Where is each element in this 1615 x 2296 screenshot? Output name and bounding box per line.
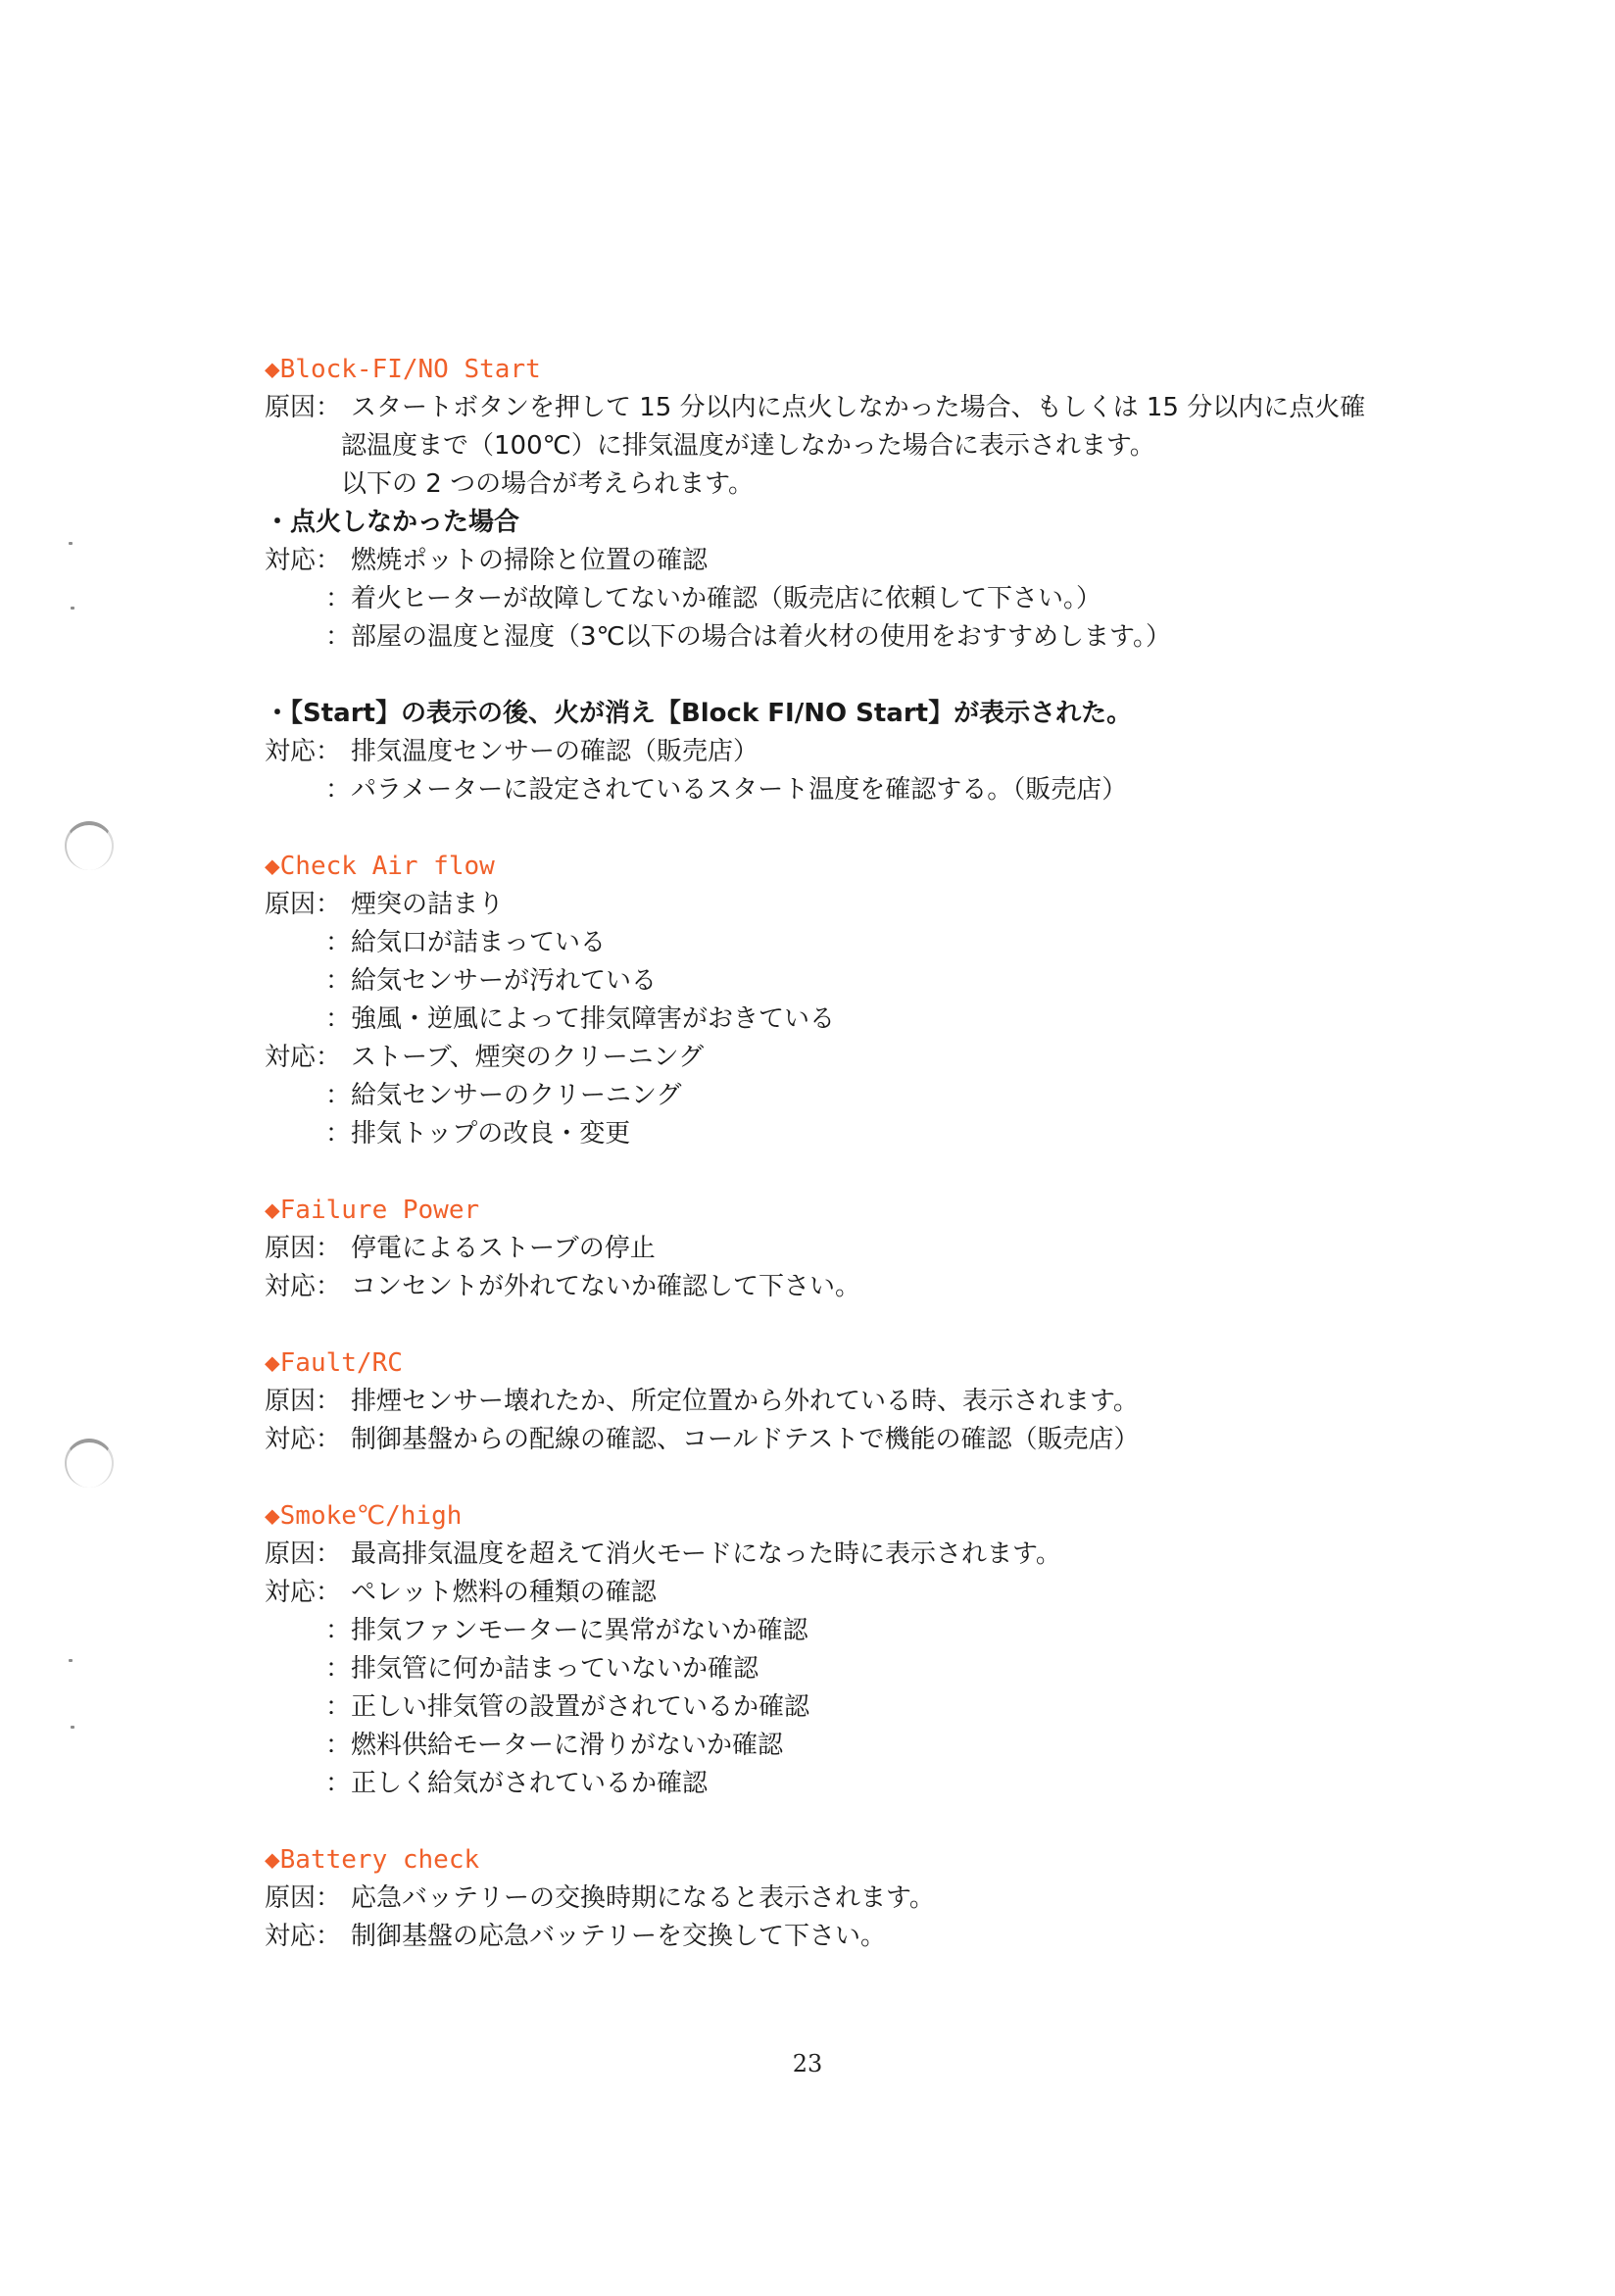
line-text: 煙突の詰まり: [351, 890, 505, 919]
cause-line: [265, 1880, 1401, 1918]
section-title: ◆Battery check: [265, 1845, 480, 1875]
remedy-line: [265, 1077, 1401, 1115]
line-text: 着火ヒーターが故障してないか確認（販売店に依頼して下さい。）: [351, 584, 1101, 613]
line-label: 対応：: [265, 1922, 342, 1951]
line-label: 原因：: [265, 890, 342, 919]
line-label: ：: [325, 1731, 352, 1760]
line-label: 対応：: [265, 1425, 342, 1454]
line-text: スタートボタンを押して 15 分以内に点火しなかった場合、もしくは 15 分以内に点火確: [351, 393, 1366, 422]
scan-speck: [71, 1726, 74, 1729]
line-label: 対応：: [265, 737, 342, 766]
line-text: 強風・逆風によって排気障害がおきている: [351, 1004, 836, 1034]
remedy-line: [265, 1612, 1401, 1650]
line-text: コンセントが外れてないか確認して下さい。: [351, 1272, 861, 1301]
line-text: 給気センサーが汚れている: [351, 966, 658, 996]
line-text: 認温度まで（100℃）に排気温度が達しなかった場合に表示されます。: [341, 431, 1155, 461]
line-text: 応急バッテリーの交換時期になると表示されます。: [351, 1883, 935, 1913]
section-title: ◆Fault/RC: [265, 1348, 403, 1378]
remedy-line: [265, 1727, 1401, 1765]
line-text: 制御基盤からの配線の確認、コールドテストで機能の確認（販売店）: [351, 1425, 1140, 1454]
line-label: ：: [325, 1654, 352, 1684]
line-text: 給気センサーのクリーニング: [351, 1081, 682, 1110]
remedy-line: [265, 733, 1401, 771]
cause-line: [265, 1383, 1401, 1421]
line-text: 正しく給気がされているか確認: [351, 1769, 709, 1798]
line-label: 原因：: [265, 1883, 342, 1913]
scan-speck: [69, 1659, 73, 1662]
remedy-line: [265, 580, 1401, 618]
cause-line: [265, 924, 1401, 962]
line-label: 原因：: [265, 1539, 342, 1569]
line-label: ：: [325, 584, 352, 613]
section-title: ◆Block-FI/NO Start: [265, 355, 541, 384]
line-text: 制御基盤の応急バッテリーを交換して下さい。: [351, 1922, 887, 1951]
line-label: ：: [325, 1004, 352, 1034]
line-text: 正しい排気管の設置がされているか確認: [351, 1692, 810, 1722]
remedy-line: [265, 618, 1401, 657]
section-check-air-flow: [265, 848, 1401, 1153]
line-label: ：: [325, 775, 352, 805]
remedy-line: [265, 1650, 1401, 1688]
section-failure-power: [265, 1192, 1401, 1306]
line-label: 原因：: [265, 1234, 342, 1263]
remedy-line: [265, 1574, 1401, 1612]
line-text: 排煙センサー壊れたか、所定位置から外れている時、表示されます。: [351, 1387, 1139, 1416]
line-label: 対応：: [265, 546, 342, 575]
line-text: ペレット燃料の種類の確認: [351, 1578, 657, 1607]
cause-line: [265, 1536, 1401, 1574]
line-label: 対応：: [265, 1578, 342, 1607]
line-label: ：: [325, 1692, 352, 1722]
section-block-fi-no-start: [265, 351, 1401, 809]
section-title: ◆Smoke℃/high: [265, 1501, 463, 1531]
error-code-list: [265, 351, 1401, 1994]
cause-line: [265, 1230, 1401, 1268]
spacer: [265, 657, 1401, 695]
line-label: ：: [325, 622, 352, 652]
section-title: ◆Check Air flow: [265, 852, 495, 881]
section-smoke-high: [265, 1497, 1401, 1803]
remedy-line: [265, 542, 1401, 580]
cause-line: [265, 389, 1401, 427]
line-label: ：: [325, 1616, 352, 1645]
line-label: ：: [325, 1769, 352, 1798]
line-text: 停電によるストーブの停止: [351, 1234, 656, 1263]
line-text: パラメーターに設定されているスタート温度を確認する。（販売店）: [351, 775, 1128, 805]
line-label: ：: [325, 928, 352, 957]
line-label: 原因：: [265, 393, 342, 422]
section-title: ◆Failure Power: [265, 1196, 480, 1225]
cause-line: [265, 886, 1401, 924]
line-label: ：: [325, 1081, 352, 1110]
cause-line: [265, 962, 1401, 1001]
line-text: ストーブ、煙突のクリーニング: [351, 1043, 705, 1072]
line-text: 排気管に何か詰まっていないか確認: [351, 1654, 759, 1684]
section-battery-check: [265, 1841, 1401, 1956]
line-text: 燃料供給モーターに滑りがないか確認: [351, 1731, 783, 1760]
line-label: 原因：: [265, 1387, 342, 1416]
remedy-line: [265, 1765, 1401, 1803]
scan-speck: [69, 542, 73, 545]
section-fault-rc: [265, 1344, 1401, 1459]
line-text: 部屋の温度と湿度（3℃以下の場合は着火材の使用をおすすめします。）: [351, 622, 1171, 652]
line-text: 排気温度センサーの確認（販売店）: [351, 737, 759, 766]
line-text: 燃焼ポットの掃除と位置の確認: [351, 546, 709, 575]
scan-speck: [71, 607, 74, 610]
subsection-heading: ・点火しなかった場合: [265, 508, 520, 537]
cause-line-continued: [265, 427, 1401, 465]
line-label: 対応：: [265, 1272, 342, 1301]
line-label: ：: [325, 1119, 352, 1148]
line-text: 給気口が詰まっている: [351, 928, 607, 957]
line-text: 排気トップの改良・変更: [351, 1119, 631, 1148]
line-label: 対応：: [265, 1043, 342, 1072]
remedy-line: [265, 1688, 1401, 1727]
line-text: 最高排気温度を超えて消火モードになった時に表示されます。: [351, 1539, 1061, 1569]
page-number: 23: [792, 2050, 823, 2077]
subsection-heading: ・【Start】の表示の後、火が消え【Block FI/NO Start】が表示された。: [265, 699, 1133, 728]
remedy-line: [265, 1268, 1401, 1306]
punch-hole-top: [65, 821, 114, 870]
cause-line: [265, 1001, 1401, 1039]
line-text: 以下の 2 つの場合が考えられます。: [341, 469, 754, 499]
line-label: ：: [325, 966, 352, 996]
remedy-line: [265, 1421, 1401, 1459]
punch-hole-bottom: [65, 1439, 114, 1488]
remedy-line: [265, 1918, 1401, 1956]
remedy-line: [265, 771, 1401, 809]
line-text: 排気ファンモーターに異常がないか確認: [351, 1616, 808, 1645]
remedy-line: [265, 1039, 1401, 1077]
remedy-line: [265, 1115, 1401, 1153]
cause-line-continued: [265, 465, 1401, 504]
